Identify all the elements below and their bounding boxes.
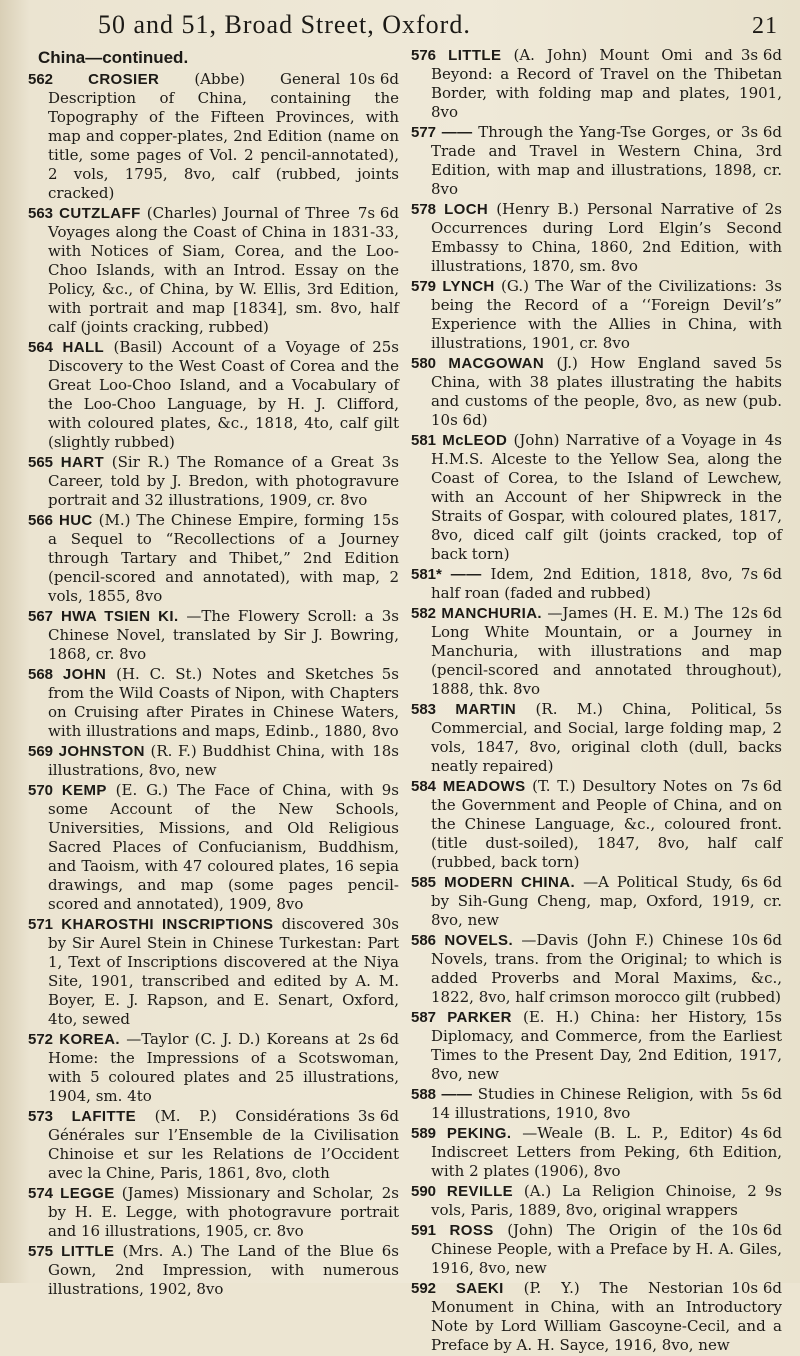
entry-price: 3s — [381, 607, 399, 625]
entry-number: 569 — [28, 743, 54, 760]
entry-number: 589 — [411, 1125, 437, 1142]
entry-author: LITTLE — [448, 47, 502, 64]
entry-description: (A. John) Mount Omi and Beyond: a Record of Travel on the Thibetan Border, with folding map and plates, 1901, 8vo — [431, 46, 782, 121]
entry-description: (R. F.) Buddhist China, with illustrations, 8vo, new — [48, 742, 365, 779]
entry-price: 2s 6d — [357, 1030, 399, 1048]
entry-price: 5s — [764, 700, 782, 718]
entry-number: 572 — [28, 1031, 54, 1048]
catalogue-entry — [411, 46, 782, 122]
entry-author: LAFITTE — [71, 1108, 137, 1125]
entry-description: —A Political Study, by Sih-Gung Cheng, map, Oxford, 1919, cr. 8vo, new — [431, 873, 782, 929]
entry-price: 2s — [381, 1184, 399, 1202]
catalogue-entry — [411, 1085, 782, 1123]
entry-author: MARTIN — [455, 701, 517, 718]
entry-number: 588 — [411, 1086, 437, 1103]
catalogue-entry — [411, 123, 782, 199]
entry-price: 18s — [372, 742, 399, 760]
entry-number: 566 — [28, 512, 54, 529]
right-column — [411, 46, 782, 1356]
entry-number: 570 — [28, 782, 54, 799]
entry-description: (R. M.) China, Political, Commercial, and Social, large folding map, 2 vols, 1847, 8vo, original cloth (dull, backs neatly repaired) — [431, 700, 782, 775]
entry-description: (H. C. St.) Notes and Sketches from the Wild Coasts of Nipon, with Chapters on Cruising after Pirates in Chinese Waters, with illustrations and maps, Edinb., 1880, 8vo — [48, 665, 399, 740]
entry-number: 584 — [411, 778, 437, 795]
catalogue-entry — [28, 1107, 399, 1183]
entry-description: (P. Y.) The Nestorian Monument in China, with an Introductory Note by Lord William Gascoyne-Cecil, and a Preface by A. H. Sayce, 1916, 8vo, new — [431, 1279, 782, 1354]
entry-number: 586 — [411, 932, 437, 949]
entry-number: 582 — [411, 605, 437, 622]
entry-price: 15s — [372, 511, 399, 529]
catalogue-entry — [28, 607, 399, 664]
entry-description: (A.) La Religion Chinoise, 2 vols, Paris, 1889, 8vo, original wrappers — [431, 1182, 757, 1219]
entry-price: 10s 6d — [731, 1221, 782, 1239]
entry-author: JOHN — [62, 666, 107, 683]
entry-price: 7s 6d — [740, 777, 782, 795]
catalogue-entry — [411, 1124, 782, 1181]
catalogue-entry — [411, 1008, 782, 1084]
catalogue-entry — [411, 873, 782, 930]
entry-number: 568 — [28, 666, 54, 683]
entry-description: (Henry B.) Personal Narrative of Occurrences during Lord Elgin’s Second Embassy to China, 1860, 2nd Edition, with illustrations, 1870, sm. 8vo — [431, 200, 782, 275]
entry-author: SAEKI — [455, 1280, 504, 1297]
entry-description: —Weale (B. L. P., Editor) Indiscreet Letters from Peking, 6th Edition, with 2 plates (1906), 8vo — [431, 1124, 782, 1180]
entry-number: 564 — [28, 339, 54, 356]
entry-description: (Charles) Journal of Three Voyages along the Coast of China in 1831-33, with Notices of Siam, Corea, and the Loo-Choo Islands, with an Introd. Essay on the Policy, &c., of China, by W. Ellis, 3rd Edition, with portrait and map [1834], sm. 8vo, half calf (joints cracking, rubbed) — [48, 204, 399, 336]
left-column — [28, 46, 399, 1356]
entry-author: MEADOWS — [442, 778, 526, 795]
entry-author: PARKER — [447, 1009, 512, 1026]
entry-description: discovered by Sir Aurel Stein in Chinese Turkestan: Part 1, Text of Inscriptions discovered at the Niya Site, 1901, transcribed and edited by A. M. Boyer, E. J. Rapson, and E. Senart, Oxford, 4to, sewed — [48, 915, 399, 1028]
entry-author: LOCH — [444, 201, 489, 218]
entry-description: (Mrs. A.) The Land of the Blue Gown, 2nd Impression, with numerous illustrations, 1902, 8vo — [48, 1242, 399, 1298]
section-heading: China—continued. — [38, 48, 189, 67]
entry-author: CROSIER — [88, 71, 160, 88]
entry-number: 567 — [28, 608, 54, 625]
entry-description: (M. P.) Considérations Générales sur l’Ensemble de la Civilisation Chinoise et sur les Relations de l’Occident avec la Chine, Paris, 1861, 8vo, cloth — [48, 1107, 399, 1182]
entry-author: HALL — [62, 339, 105, 356]
entry-price: 5s — [764, 354, 782, 372]
entry-number: 562 — [28, 71, 54, 88]
entry-author: CUTZLAFF — [59, 205, 141, 222]
catalogue-entry — [28, 1030, 399, 1106]
entry-author: MACGOWAN — [448, 355, 545, 372]
entry-author: LYNCH — [442, 278, 495, 295]
entry-description: (E. H.) China: her History, Diplomacy, and Commerce, from the Earliest Times to the Present Day, 2nd Edition, 1917, 8vo, new — [431, 1008, 782, 1083]
entry-number: 581* — [411, 566, 442, 583]
entry-author: MANCHURIA. — [441, 605, 543, 622]
catalogue-entry — [411, 1182, 782, 1220]
entry-price: 10s 6d — [731, 1279, 782, 1297]
entry-number: 575 — [28, 1243, 54, 1260]
entry-number: 576 — [411, 47, 437, 64]
entry-price: 3s — [381, 453, 399, 471]
catalogue-entry — [28, 338, 399, 452]
entry-author: PEKING. — [446, 1125, 512, 1142]
entry-author: MODERN CHINA. — [444, 874, 576, 891]
entry-description: (John) Narrative of a Voyage in H.M.S. Alceste to the Yellow Sea, along the Coast of Corea, to the Island of Lewchew, with an Account of her Shipwreck in the Straits of Gospar, with coloured plates, 1817, 8vo, diced calf gilt (joints cracked, top of back torn) — [431, 431, 782, 563]
entry-price: 2s — [764, 200, 782, 218]
entry-author: —— — [450, 566, 482, 583]
entry-price: 12s 6d — [731, 604, 782, 622]
entry-author: ROSS — [449, 1222, 494, 1239]
entry-description: Idem, 2nd Edition, 1818, 8vo, half roan (faded and rubbed) — [431, 565, 733, 602]
entry-description: —Davis (John F.) Chinese Novels, trans. from the Original; to which is added Proverbs and Moral Maxims, &c., 1822, 8vo, half crimson morocco gilt (rubbed) — [431, 931, 782, 1006]
catalogue-entry — [411, 1279, 782, 1355]
entry-price: 3s — [764, 277, 782, 295]
entry-author: —— — [441, 124, 473, 141]
left-entries — [28, 70, 399, 1299]
entry-author: HWA TSIEN KI. — [60, 608, 179, 625]
entry-number: 579 — [411, 278, 437, 295]
entry-description: (James) Missionary and Scholar, by H. E. Legge, with photogravure portrait and 16 illustrations, 1905, cr. 8vo — [48, 1184, 399, 1240]
entry-number: 578 — [411, 201, 437, 218]
entry-description: (T. T.) Desultory Notes on the Government and People of China, and on the Chinese Language, &c., coloured front. (title dust-soiled), 1847, 8vo, half calf (rubbed, back torn) — [431, 777, 782, 871]
entry-author: KHAROSTHI INSCRIPTIONS — [61, 916, 274, 933]
entry-price: 4s 6d — [740, 1124, 782, 1142]
catalogue-entry — [28, 204, 399, 337]
entry-author: KEMP — [61, 782, 107, 799]
entry-number: 590 — [411, 1183, 437, 1200]
entry-price: 6s 6d — [740, 873, 782, 891]
entry-price: 6s — [381, 1242, 399, 1260]
catalogue-entry — [28, 665, 399, 741]
entry-number: 571 — [28, 916, 54, 933]
entry-number: 592 — [411, 1280, 437, 1297]
entry-description: (M.) The Chinese Empire, forming a Sequel to “Recollections of a Journey through Tartary and Thibet,” 2nd Edition (pencil-scored and annotated), with map, 2 vols, 1855, 8vo — [48, 511, 399, 605]
entry-price: 9s — [381, 781, 399, 799]
entry-description: (J.) How England saved China, with 38 plates illustrating the habits and customs of the people, 8vo, as new (pub. 10s 6d) — [431, 354, 782, 429]
catalogue-entry — [411, 277, 782, 353]
entry-price: 5s — [381, 665, 399, 683]
entry-author: REVILLE — [446, 1183, 514, 1200]
entry-author: HUC — [58, 512, 93, 529]
entry-price: 3s 6d — [740, 46, 782, 64]
entry-description: —Taylor (C. J. D.) Koreans at Home: the Impressions of a Scotswoman, with 5 coloured plates and 25 illustrations, 1904, sm. 4to — [48, 1030, 399, 1105]
entry-price: 7s 6d — [357, 204, 399, 222]
entry-price: 10s 6d — [731, 931, 782, 949]
entry-number: 585 — [411, 874, 437, 891]
entry-author: LEGGE — [60, 1185, 115, 1202]
entry-number: 577 — [411, 124, 437, 141]
entry-price: 3s 6d — [357, 1107, 399, 1125]
entry-number: 563 — [28, 205, 54, 222]
catalogue-entry — [411, 931, 782, 1007]
page-number: 21 — [752, 13, 778, 39]
catalogue-entry — [28, 511, 399, 606]
entry-number: 591 — [411, 1222, 437, 1239]
entry-price: 10s 6d — [348, 70, 399, 88]
entry-description: (John) The Origin of the Chinese People, with a Preface by H. A. Giles, 1916, 8vo, new — [431, 1221, 782, 1277]
entry-author: HART — [60, 454, 105, 471]
catalogue-entry — [28, 915, 399, 1029]
entry-description: —James (H. E. M.) The Long White Mountain, or a Journey in Manchuria, with illustrations and map (pencil-scored and annotated throughout), 1888, thk. 8vo — [431, 604, 782, 698]
entry-number: 580 — [411, 355, 437, 372]
entry-number: 573 — [28, 1108, 54, 1125]
entry-price: 3s 6d — [740, 123, 782, 141]
catalogue-entry — [411, 200, 782, 276]
page-header — [98, 10, 778, 40]
entry-description: Through the Yang-Tse Gorges, or Trade and Travel in Western China, 3rd Edition, with map and illustrations, 1898, cr. 8vo — [431, 123, 782, 198]
catalogue-entry — [411, 354, 782, 430]
entry-description: Studies in Chinese Religion, with 14 illustrations, 1910, 8vo — [431, 1085, 733, 1122]
entry-description: (Abbe) General Description of China, containing the Topography of the Fifteen Provinces, with map and copper-plates, 2nd Edition (name on title, some pages of Vol. 2 pencil-annotated), 2 vols, 1795, 8vo, calf (rubbed, joints cracked) — [48, 70, 399, 202]
entry-description: (Basil) Account of a Voyage of Discovery to the West Coast of Corea and the Great Loo-Choo Island, and a Vocabulary of the Loo-Choo Language, by H. J. Clifford, with coloured plates, &c., 1818, 4to, calf gilt (slightly rubbed) — [48, 338, 399, 451]
catalogue-entry — [411, 1221, 782, 1278]
entry-author: JOHNSTON — [58, 743, 145, 760]
entry-author: KOREA. — [59, 1031, 120, 1048]
catalogue-entry — [28, 70, 399, 203]
entry-number: 581 — [411, 432, 437, 449]
entry-price: 15s — [755, 1008, 782, 1026]
entry-description: (Sir R.) The Romance of a Great Career, told by J. Bredon, with photogravure portrait and 32 illustrations, 1909, cr. 8vo — [48, 453, 399, 509]
entry-price: 30s — [372, 915, 399, 933]
entry-price: 9s — [764, 1182, 782, 1200]
catalogue-entry — [28, 1242, 399, 1299]
entry-number: 583 — [411, 701, 437, 718]
right-entries — [411, 46, 782, 1355]
entry-number: 574 — [28, 1185, 54, 1202]
entry-number: 565 — [28, 454, 54, 471]
catalogue-entry — [411, 431, 782, 564]
entry-price: 25s — [372, 338, 399, 356]
catalogue-entry — [28, 742, 399, 780]
catalogue-entry — [411, 604, 782, 699]
entry-description: —The Flowery Scroll: a Chinese Novel, translated by Sir J. Bowring, 1868, cr. 8vo — [48, 607, 399, 663]
entry-author: McLEOD — [442, 432, 508, 449]
columns — [24, 46, 782, 1356]
catalogue-entry — [28, 781, 399, 914]
catalogue-entry — [28, 1184, 399, 1241]
catalogue-entry — [411, 565, 782, 603]
entry-description: (G.) The War of the Civilizations: being the Record of a ‘‘Foreign Devil’s” Experience with the Allies in China, with illustrations, 1901, cr. 8vo — [431, 277, 782, 352]
catalogue-entry — [411, 700, 782, 776]
entry-price: 7s 6d — [740, 565, 782, 583]
entry-author: —— — [441, 1086, 473, 1103]
entry-author: LITTLE — [61, 1243, 115, 1260]
entry-author: NOVELS. — [444, 932, 514, 949]
entry-price: 4s — [764, 431, 782, 449]
entry-number: 587 — [411, 1009, 437, 1026]
entry-price: 5s 6d — [740, 1085, 782, 1103]
catalogue-entry — [411, 777, 782, 872]
entry-description: (E. G.) The Face of China, with some Account of the New Schools, Universities, Missions, and Old Religious Sacred Places of Confucianism, Buddhism, and Taoism, with 47 coloured plates, 16 sepia drawings, and map (some pages pencil-scored and annotated), 1909, 8vo — [48, 781, 399, 913]
catalogue-entry — [28, 453, 399, 510]
page-title: 50 and 51, Broad Street, Oxford. — [98, 10, 471, 39]
